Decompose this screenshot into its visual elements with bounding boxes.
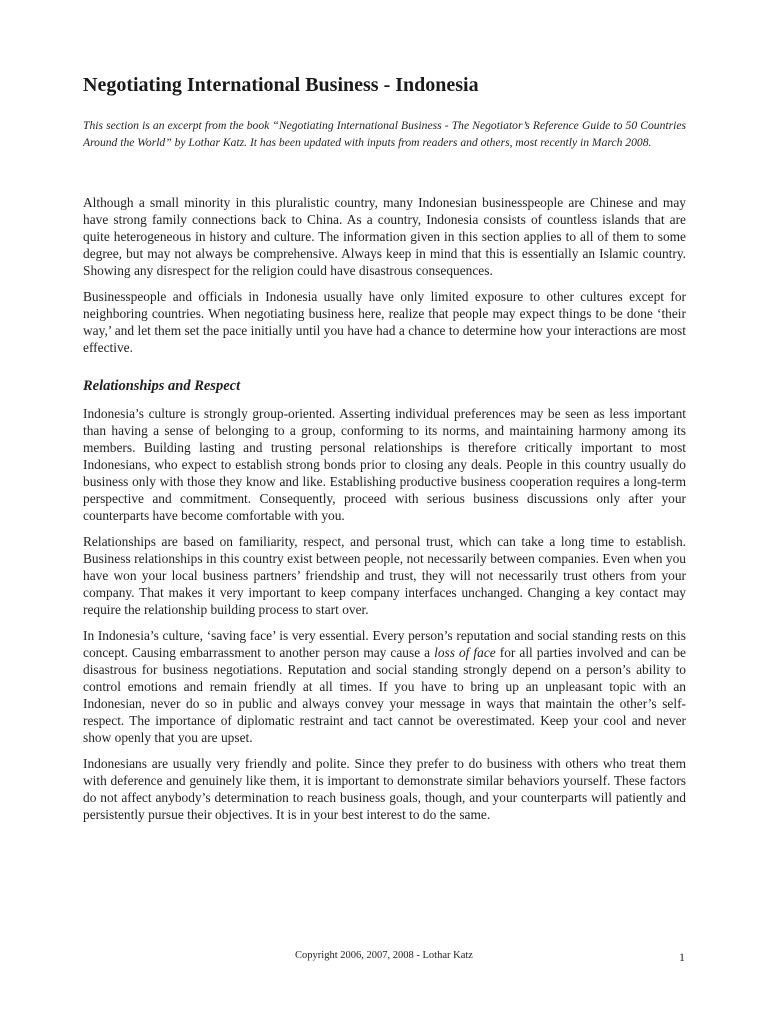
- final-paragraph: Indonesians are usually very friendly and polite. Since they prefer to do business with others who treat them with deference and genuinely like them, it is important to demonstrate similar behaviors yourself. These factors do not affect anybody’s determination to reach business goals, though, and your counterparts will patiently and persistently pursue their objectives. It is in your best interest to do the same.: [83, 756, 686, 822]
- intro-paragraph-1: Although a small minority in this pluralistic country, many Indonesian businesspeople are Chinese and may have strong family connections back to China. As a country, Indonesia consists of countless islands that are quite heterogeneous in history and culture. The information given in this section applies to all of them to some degree, but may not always be comprehensive. Always keep in mind that this is essentially an Islamic country. Showing any disrespect for the religion could have disastrous consequences.: [83, 195, 686, 278]
- intro-paragraph-2: Businesspeople and officials in Indonesia usually have only limited exposure to other cultures except for neighboring countries. When negotiating business here, realize that people may expect things to be done ‘their way,’ and let them set the pace initially until you have had a chance to determine how your interactions are most effective.: [83, 289, 686, 355]
- excerpt-note: This section is an excerpt from the book “Negotiating International Business - The Negotiator’s Reference Guide to 50 Countries Around the World” by Lothar Katz. It has been updated with inputs from readers and others, most recently in March 2008.: [83, 119, 686, 149]
- document-title: Negotiating International Business - Indonesia: [83, 74, 479, 96]
- page-footer: [0, 950, 768, 966]
- saving-face-text-start: In Indonesia’s culture, ‘saving face’ is very essential. Every person’s reputation and social standing rests on this concept. Causing embarrassment to another person may cause a: [83, 628, 686, 660]
- document-page: [83, 72, 686, 832]
- relationships-paragraph-2: Relationships are based on familiarity, respect, and personal trust, which can take a long time to establish. Business relationships in this country exist between people, not necessarily between companies. Even when you have won your local business partners’ friendship and trust, they will not necessarily trust others from your company. That makes it very important to keep company interfaces unchanged. Changing a key contact may require the relationship building process to start over.: [83, 534, 686, 617]
- page-number: 1: [679, 950, 685, 964]
- section-heading: Relationships and Respect: [83, 378, 241, 394]
- saving-face-text-end: for all parties involved and can be disastrous for business negotiations. Reputation and social standing strongly depend on a person’s ability to control emotions and remain friendly at all times. If you have to bring up an unpleasant topic with an Indonesian, never do so in public and always convey your message in ways that maintain the other’s self-respect. The importance of diplomatic restraint and tact cannot be overestimated. Keep your cool and never show openly that you are upset.: [83, 645, 686, 745]
- relationships-paragraph-1: Indonesia’s culture is strongly group-oriented. Asserting individual preferences may be seen as less important than having a sense of belonging to a group, conforming to its norms, and maintaining harmony among its members. Building lasting and trusting personal relationships is therefore critically important to most Indonesians, who expect to establish strong bonds prior to closing any deals. People in this country usually do business only with those they know and like. Establishing productive business cooperation requires a long-term perspective and commitment. Consequently, proceed with serious business discussions only after your counterparts have become comfortable with you.: [83, 406, 686, 523]
- loss-of-face-emphasis: loss of face: [434, 645, 496, 660]
- saving-face-paragraph: [83, 627, 686, 746]
- copyright-notice: Copyright 2006, 2007, 2008 - Lothar Katz: [295, 950, 473, 961]
